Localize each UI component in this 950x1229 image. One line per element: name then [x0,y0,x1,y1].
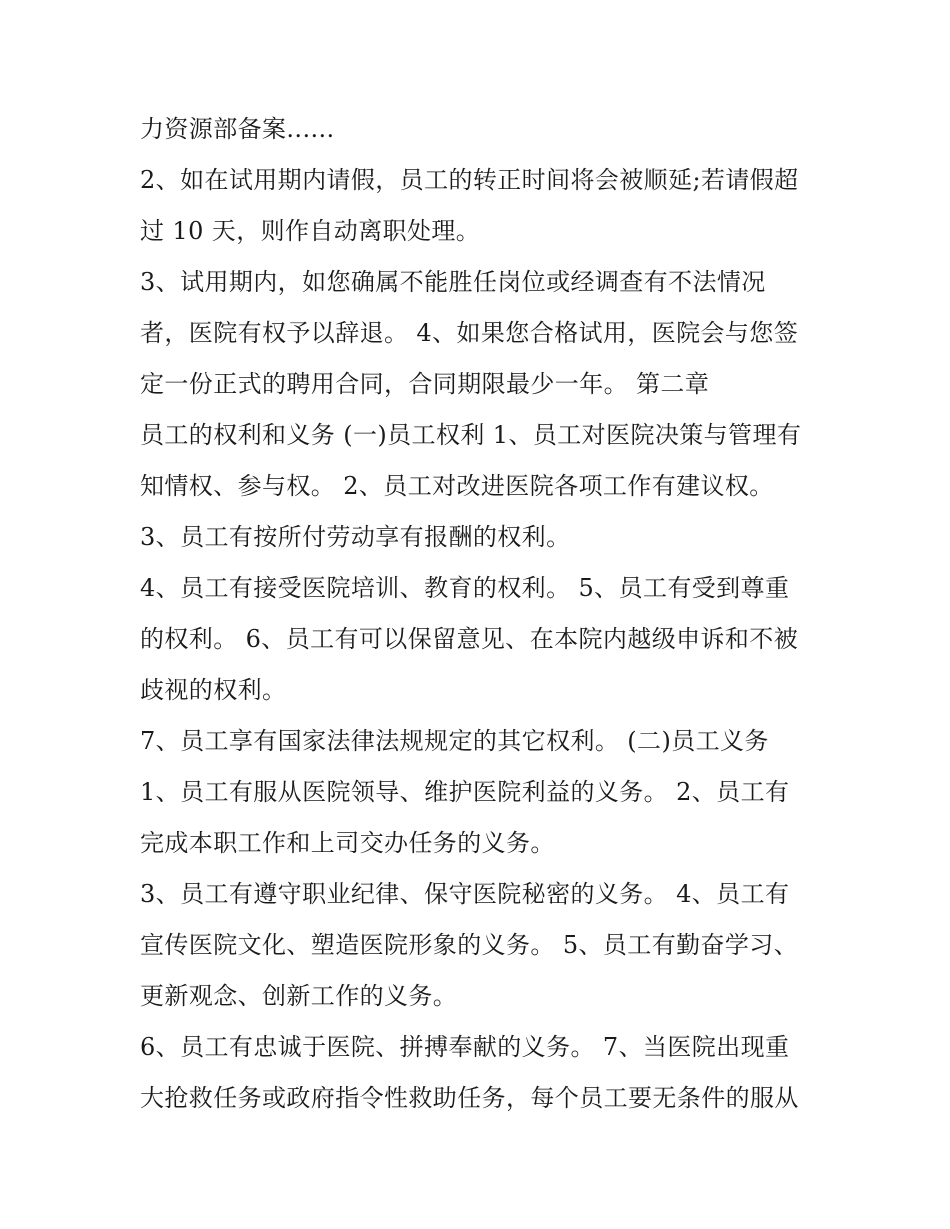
text-line: 定一份正式的聘用合同，合同期限最少一年。 第二章 [140,370,710,398]
text-line: 歧视的权利。 [140,676,287,704]
text-line: 大抢救任务或政府指令性救助任务，每个员工要无条件的服从 [140,1084,799,1112]
text-line: 知情权、参与权。 2、员工对改进医院各项工作有建议权。 [140,472,774,500]
text-line: 更新观念、创新工作的义务。 [140,982,458,1010]
text-line: 3、员工有按所付劳动享有报酬的权利。 [140,523,571,551]
text-line: 6、员工有忠诚于医院、拼搏奉献的义务。 7、当医院出现重 [140,1033,790,1061]
text-line: 1、员工有服从医院领导、维护医院利益的义务。 2、员工有 [140,778,790,806]
text-line: 宣传医院文化、塑造医院形象的义务。 5、员工有勤奋学习、 [140,931,799,959]
text-line: 过 10 天，则作自动离职处理。 [140,217,481,245]
text-line: 4、员工有接受医院培训、教育的权利。 5、员工有受到尊重 [140,574,790,602]
text-line: 的权利。 6、员工有可以保留意见、在本院内越级申诉和不被 [140,625,799,653]
text-line: 完成本职工作和上司交办任务的义务。 [140,829,555,857]
text-line: 3、试用期内，如您确属不能胜任岗位或经调查有不法情况 [140,268,766,296]
text-line: 3、员工有遵守职业纪律、保守医院秘密的义务。 4、员工有 [140,880,790,908]
text-line: 2、如在试用期内请假，员工的转正时间将会被顺延;若请假超 [140,166,799,194]
text-line: 者，医院有权予以辞退。 4、如果您合格试用，医院会与您签 [140,319,799,347]
text-line: 员工的权利和义务 (一)员工权利 1、员工对医院决策与管理有 [140,421,802,449]
text-line: 7、员工享有国家法律法规规定的其它权利。 (二)员工义务 [140,727,769,755]
text-line: 力资源部备案...... [140,115,335,143]
